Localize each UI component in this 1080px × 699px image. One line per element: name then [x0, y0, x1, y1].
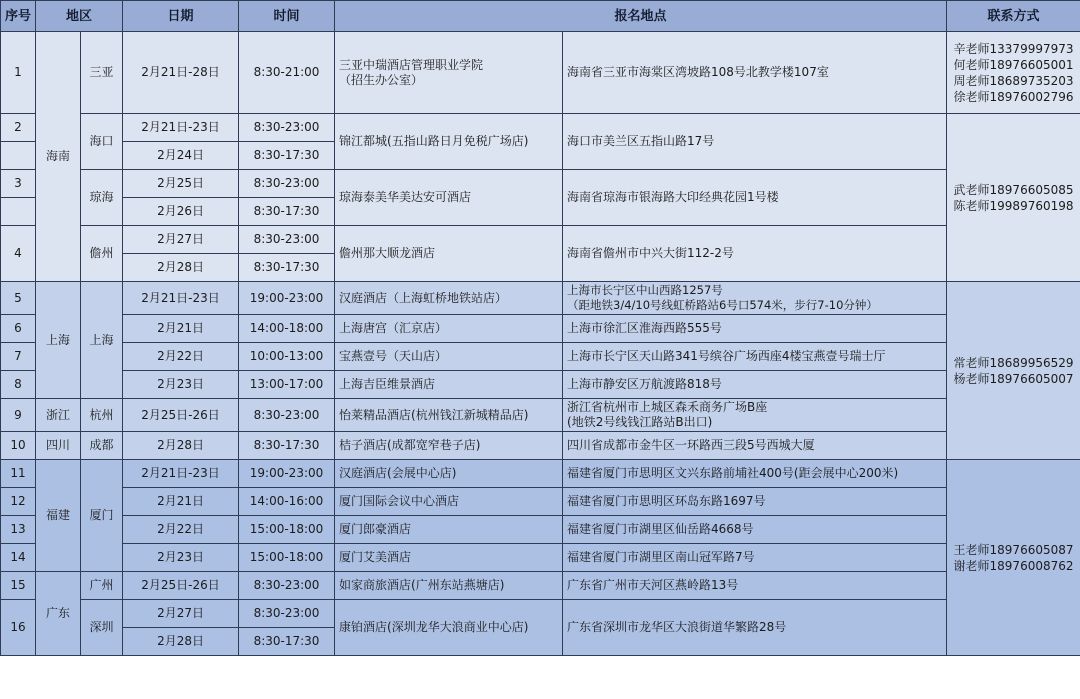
table-row — [1, 460, 1080, 488]
date-cell: 2月28日 — [123, 254, 239, 282]
seq-cell: 12 — [1, 488, 36, 516]
address-cell: 浙江省杭州市上城区森禾商务广场B座 (地铁2号线钱江路站B出口) — [563, 399, 947, 432]
date-cell: 2月27日 — [123, 600, 239, 628]
contact-cell — [947, 460, 1080, 656]
date-cell: 2月25日-26日 — [123, 572, 239, 600]
seq-cell: 13 — [1, 516, 36, 544]
table-row — [1, 432, 1080, 460]
contact-cell — [947, 114, 1080, 282]
time-cell: 8:30-17:30 — [239, 432, 335, 460]
time-cell: 15:00-18:00 — [239, 544, 335, 572]
date-cell: 2月27日 — [123, 226, 239, 254]
time-cell: 8:30-23:00 — [239, 399, 335, 432]
time-cell: 8:30-23:00 — [239, 170, 335, 198]
contact-line: 武老师18976605085 — [953, 182, 1074, 197]
contact-line: 杨老师18976605007 — [953, 371, 1074, 386]
seq-cell: 3 — [1, 170, 36, 198]
contact-line: 王老师18976605087 — [953, 542, 1074, 557]
time-cell: 15:00-18:00 — [239, 516, 335, 544]
venue-cell: 汉庭酒店(会展中心店) — [335, 460, 563, 488]
seq-cell: 15 — [1, 572, 36, 600]
table-row — [1, 544, 1080, 572]
seq-cell: 14 — [1, 544, 36, 572]
header-time: 时间 — [239, 1, 335, 32]
date-cell: 2月21日-28日 — [123, 32, 239, 114]
table-row — [1, 399, 1080, 432]
header-row — [1, 1, 1080, 32]
time-cell: 8:30-23:00 — [239, 572, 335, 600]
table-row — [1, 516, 1080, 544]
venue-cell: 宝燕壹号（天山店） — [335, 343, 563, 371]
venue-cell: 上海吉臣维景酒店 — [335, 371, 563, 399]
seq-cell: 5 — [1, 282, 36, 315]
time-cell: 8:30-21:00 — [239, 32, 335, 114]
address-cell: 福建省厦门市思明区文兴东路前埔社400号(距会展中心200米) — [563, 460, 947, 488]
address-cell: 福建省厦门市湖里区仙岳路4668号 — [563, 516, 947, 544]
city-cell: 厦门 — [81, 460, 123, 572]
city-cell: 三亚 — [81, 32, 123, 114]
date-cell: 2月26日 — [123, 198, 239, 226]
address-cell: 上海市静安区万航渡路818号 — [563, 371, 947, 399]
time-cell: 8:30-17:30 — [239, 142, 335, 170]
seq-cell: 16 — [1, 600, 36, 656]
time-cell: 8:30-23:00 — [239, 226, 335, 254]
time-cell: 8:30-23:00 — [239, 114, 335, 142]
seq-cell-empty — [1, 142, 36, 170]
venue-cell: 厦门艾美酒店 — [335, 544, 563, 572]
contact-cell — [947, 32, 1080, 114]
city-cell: 上海 — [81, 282, 123, 399]
seq-cell: 2 — [1, 114, 36, 142]
time-cell: 14:00-18:00 — [239, 315, 335, 343]
city-cell: 琼海 — [81, 170, 123, 226]
venue-cell: 如家商旅酒店(广州东站燕塘店) — [335, 572, 563, 600]
table-row — [1, 226, 1080, 254]
time-cell: 14:00-16:00 — [239, 488, 335, 516]
date-cell: 2月25日-26日 — [123, 399, 239, 432]
venue-cell: 汉庭酒店（上海虹桥地铁站店） — [335, 282, 563, 315]
address-cell: 广东省广州市天河区燕岭路13号 — [563, 572, 947, 600]
date-cell: 2月28日 — [123, 628, 239, 656]
address-cell: 海南省三亚市海棠区湾坡路108号北教学楼107室 — [563, 32, 947, 114]
time-cell: 19:00-23:00 — [239, 282, 335, 315]
venue-cell: 三亚中瑞酒店管理职业学院 （招生办公室） — [335, 32, 563, 114]
table-row — [1, 282, 1080, 315]
venue-cell: 厦门郎豪酒店 — [335, 516, 563, 544]
venue-cell: 儋州那大顺龙酒店 — [335, 226, 563, 282]
date-cell: 2月21日 — [123, 488, 239, 516]
address-cell: 福建省厦门市思明区环岛东路1697号 — [563, 488, 947, 516]
date-cell: 2月23日 — [123, 544, 239, 572]
province-cell: 浙江 — [36, 399, 81, 432]
city-cell: 海口 — [81, 114, 123, 170]
contact-line: 周老师18689735203 — [953, 73, 1074, 88]
time-cell: 13:00-17:00 — [239, 371, 335, 399]
contact-line: 辛老师13379997973 — [953, 41, 1074, 56]
contact-line: 徐老师18976002796 — [953, 89, 1074, 104]
venue-cell: 上海唐宫（汇京店） — [335, 315, 563, 343]
header-contact: 联系方式 — [947, 1, 1080, 32]
table-row — [1, 600, 1080, 628]
date-cell: 2月21日-23日 — [123, 460, 239, 488]
time-cell: 19:00-23:00 — [239, 460, 335, 488]
table-row — [1, 32, 1080, 114]
table-row — [1, 343, 1080, 371]
venue-cell: 厦门国际会议中心酒店 — [335, 488, 563, 516]
seq-cell: 11 — [1, 460, 36, 488]
date-cell: 2月23日 — [123, 371, 239, 399]
contact-cell — [947, 282, 1080, 460]
date-cell: 2月25日 — [123, 170, 239, 198]
table-row — [1, 315, 1080, 343]
seq-cell: 8 — [1, 371, 36, 399]
contact-line: 何老师18976605001 — [953, 57, 1074, 72]
venue-cell: 桔子酒店(成都宽窄巷子店) — [335, 432, 563, 460]
table-row — [1, 114, 1080, 142]
city-cell: 广州 — [81, 572, 123, 600]
seq-cell: 6 — [1, 315, 36, 343]
city-cell: 成都 — [81, 432, 123, 460]
address-cell: 上海市徐汇区淮海西路555号 — [563, 315, 947, 343]
header-seq: 序号 — [1, 1, 36, 32]
province-cell: 上海 — [36, 282, 81, 399]
date-cell: 2月22日 — [123, 516, 239, 544]
seq-cell: 7 — [1, 343, 36, 371]
date-cell: 2月22日 — [123, 343, 239, 371]
seq-cell: 9 — [1, 399, 36, 432]
address-cell: 福建省厦门市湖里区南山冠军路7号 — [563, 544, 947, 572]
date-cell: 2月21日 — [123, 315, 239, 343]
table-row — [1, 170, 1080, 198]
province-cell: 福建 — [36, 460, 81, 572]
address-cell: 广东省深圳市龙华区大浪街道华繁路28号 — [563, 600, 947, 656]
city-cell: 深圳 — [81, 600, 123, 656]
contact-line: 谢老师18976008762 — [953, 558, 1074, 573]
venue-cell: 锦江都城(五指山路日月免税广场店) — [335, 114, 563, 170]
time-cell: 10:00-13:00 — [239, 343, 335, 371]
province-cell: 广东 — [36, 572, 81, 656]
contact-line: 常老师18689956529 — [953, 355, 1074, 370]
address-cell: 海口市美兰区五指山路17号 — [563, 114, 947, 170]
time-cell: 8:30-17:30 — [239, 254, 335, 282]
table-row — [1, 572, 1080, 600]
address-cell: 上海市长宁区中山西路1257号 （距地铁3/4/10号线虹桥路站6号口574米，步行7-10分钟） — [563, 282, 947, 315]
address-cell: 上海市长宁区天山路341号缤谷广场西座4楼宝燕壹号瑞士厅 — [563, 343, 947, 371]
venue-cell: 琼海泰美华美达安可酒店 — [335, 170, 563, 226]
city-cell: 杭州 — [81, 399, 123, 432]
seq-cell: 4 — [1, 226, 36, 282]
time-cell: 8:30-17:30 — [239, 198, 335, 226]
header-region: 地区 — [36, 1, 123, 32]
date-cell: 2月24日 — [123, 142, 239, 170]
header-date: 日期 — [123, 1, 239, 32]
address-cell: 四川省成都市金牛区一环路西三段5号西城大厦 — [563, 432, 947, 460]
table-row — [1, 488, 1080, 516]
contact-line: 陈老师19989760198 — [953, 198, 1074, 213]
table-row — [1, 371, 1080, 399]
time-cell: 8:30-17:30 — [239, 628, 335, 656]
time-cell: 8:30-23:00 — [239, 600, 335, 628]
venue-cell: 康铂酒店(深圳龙华大浪商业中心店) — [335, 600, 563, 656]
date-cell: 2月21日-23日 — [123, 114, 239, 142]
address-cell: 海南省琼海市银海路大印经典花园1号楼 — [563, 170, 947, 226]
venue-cell: 怡莱精品酒店(杭州钱江新城精品店) — [335, 399, 563, 432]
date-cell: 2月28日 — [123, 432, 239, 460]
header-location: 报名地点 — [335, 1, 947, 32]
address-cell: 海南省儋州市中兴大街112-2号 — [563, 226, 947, 282]
city-cell: 儋州 — [81, 226, 123, 282]
seq-cell: 1 — [1, 32, 36, 114]
province-cell: 海南 — [36, 32, 81, 282]
seq-cell-empty — [1, 198, 36, 226]
province-cell: 四川 — [36, 432, 81, 460]
date-cell: 2月21日-23日 — [123, 282, 239, 315]
seq-cell: 10 — [1, 432, 36, 460]
